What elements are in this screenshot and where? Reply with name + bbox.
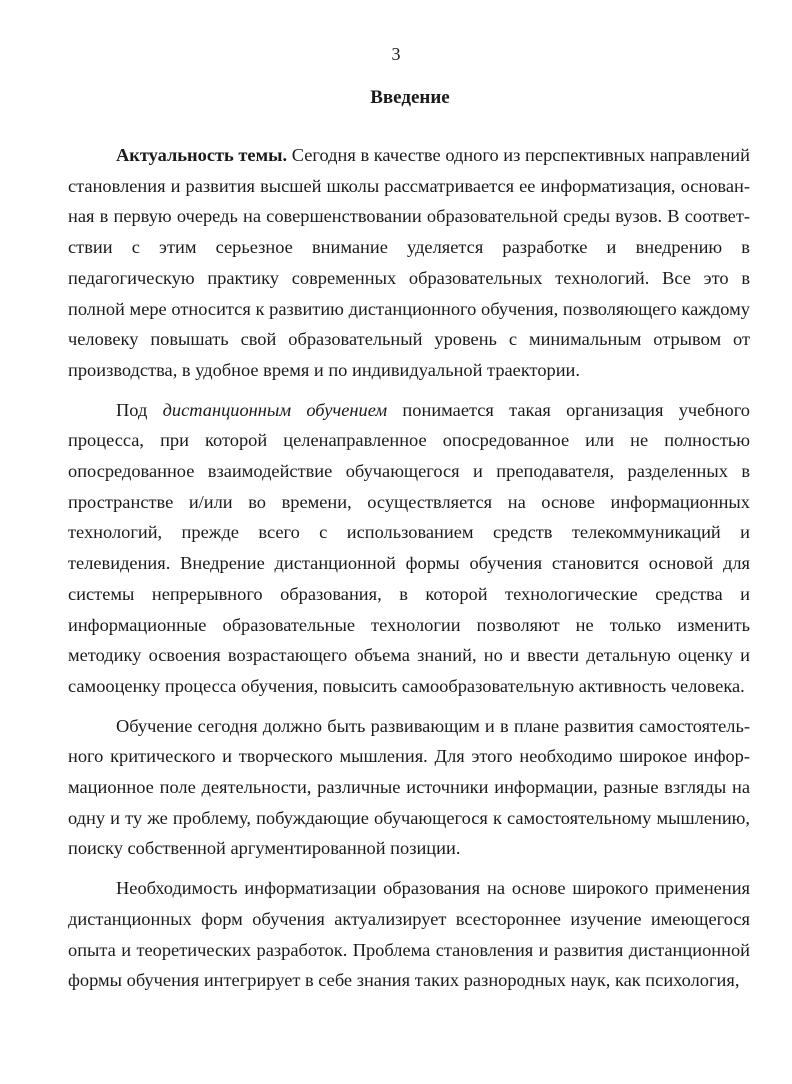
paragraph-definition: [68, 395, 750, 702]
paragraph-informatization-need: [68, 873, 750, 996]
paragraph-text-prefix: Под: [116, 399, 163, 420]
defined-term: дистанционным обучением: [162, 399, 388, 420]
page-number: 3: [391, 44, 401, 64]
relevance-lead-in: Актуальность темы.: [116, 145, 288, 165]
document-body: [68, 140, 750, 1005]
paragraph-developmental-learning: [68, 711, 750, 865]
paragraph-relevance: [68, 140, 750, 386]
paragraph-text: Обучение сегодня должно быть развивающим и в плане развития самостоятельного критического и творческого мышления. Для этого необходимо широкое информационное поле деятельности, различные источники информации, разные взгляды на одну и ту же проблему, побуждающие обучающегося к самостоятельному мышлению, поиску собственной аргументированной позиции.: [68, 715, 750, 859]
page-title: Введение: [370, 87, 450, 108]
paragraph-text: Сегодня в качестве одного из перспективных направлений становления и развития высшей школы рассматривается ее информатизация, основанная в первую очередь на совершенствовании образовательной среды вузов. В соответствии с этим серьезное внимание уделяется разработке и внедрению в педагогическую практику современных образовательных технологий. Все это в полной мере относится к развитию дистанционного обучения, позволяющего каждому человеку повышать свой образовательный уровень с минимальным отрывом от производства, в удобное время и по индивидуальной траектории.: [68, 145, 750, 380]
paragraph-text: понимается такая организация учебного процесса, при которой целенаправленное опосредованное или не полностью опосредованное взаимодействие обучающегося и преподавателя, разделенных в пространстве и/или во времени, осуществляется на основе информационных технологий, прежде всего с использованием средств телекоммуникаций и телевидения. Внедрение дистанционной формы обучения становится основой для системы непрерывного образования, в которой технологические средства и информационные образовательные технологии позволяют не только изменить методику освоения возрастающего объема знаний, но и ввести детальную оценку и самооценку процесса обучения, повысить самообразовательную активность человека.: [68, 399, 750, 696]
paragraph-text: Необходимость информатизации образования на основе широкого применения дистанционных форм обучения актуализирует всестороннее изучение имеющегося опыта и теоретических разработок. Проблема становления и развития дистанционной формы обучения интегрирует в себе знания таких разнородных наук, как психология,: [68, 878, 750, 991]
